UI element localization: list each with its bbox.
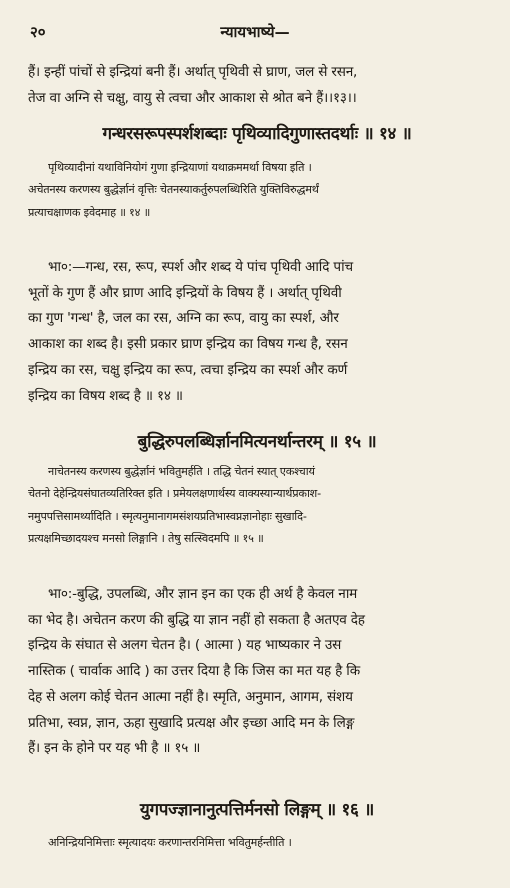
text-line: इन्द्रिय के संघात से अलग चेतन है। ( आत्मा ) यह भाष्यकार ने उस: [28, 637, 342, 654]
commentary-line: पृथिव्यादीनां यथाविनियोगं गुणा इन्द्रियाणां यथाक्रममर्था विषया इति ।: [48, 161, 312, 174]
text-line: हैं। इन के होने पर यह भी है ॥ १५ ॥: [28, 740, 201, 757]
bhasha-14: [28, 255, 486, 409]
text-line: इन्द्रिय का विषय शब्द है ॥ १४ ॥: [28, 387, 183, 404]
sutra-15: बुद्धिरुपलब्धिर्ज्ञानमित्यनर्थान्तरम् ॥ १५ ॥: [137, 432, 377, 452]
sutra-14: गन्धरसरूपस्पर्शशब्दाः पृथिव्यादिगुणास्तदर्थाः ॥ १४ ॥: [102, 124, 412, 144]
text-line: भूतों के गुण हैं और घ्राण आदि इन्द्रियों के विषय हैं । अर्थात् पृथिवी: [28, 284, 342, 301]
commentary-14: [28, 157, 486, 224]
bhasha-15: [28, 582, 486, 762]
running-title: न्यायभाष्ये—: [220, 23, 290, 41]
text-line: हैं। इन्हीं पांचों से इन्द्रियां बनी हैं। अर्थात् पृथिवी से घ्राण, जल से रसन,: [28, 64, 358, 80]
sutra-16: युगपज्ज्ञानानुत्पत्तिर्मनसो लिङ्गम् ॥ १६ ॥: [139, 800, 375, 820]
text-line: इन्द्रिय का रस, चक्षु इन्द्रिय का रूप, त्वचा इन्द्रिय का स्पर्श और कर्ण: [28, 361, 348, 378]
text-line: देह से अलग कोई चेतन आत्मा नहीं है। स्मृति, अनुमान, आगम, संशय: [28, 688, 353, 705]
page-header: [30, 22, 480, 44]
text-line: भा०:-बुद्धि, उपलब्धि, और ज्ञान इन का एक ही अर्थ है केवल नाम: [48, 586, 358, 602]
commentary-line: अचेतनस्य करणस्य बुद्धेर्ज्ञानं वृत्तिः चेतनस्याकर्तुरुपलब्धिरिति युक्तिविरुद्धमर्थं: [28, 183, 319, 197]
text-line: तेज वा अग्नि से चक्षु, वायु से त्वचा और आकाश से श्रोत बने हैं।।१३।।: [28, 89, 357, 106]
text-line: का भेद है। अचेतन करण की बुद्धि या ज्ञान नहीं हो सकता है अतएव देह: [28, 611, 365, 628]
intro-paragraph: [28, 60, 486, 111]
text-line: प्रतिभा, स्वप्न, ज्ञान, ऊहा सुखादि प्रत्यक्ष और इच्छा आदि मन के लिङ्ग: [28, 714, 355, 731]
commentary-line: नमुपपत्तिसामर्थ्यादिति । स्मृत्यनुमानागमसंशयप्रतिभास्वप्नज्ञानोहाः सुखादि-: [28, 509, 307, 523]
page-number: २०: [30, 23, 46, 41]
commentary-line: नाचेतनस्य करणस्य बुद्धेर्ज्ञानं भवितुमर्हति । तद्धि चेतनं स्यात् एकश्चायं: [48, 465, 315, 478]
commentary-line: प्रत्याचक्षाणक इवेदमाह ॥ १४ ॥: [28, 205, 151, 219]
text-line: भा०:—गन्ध, रस, रूप, स्पर्श और शब्द ये पांच पृथिवी आदि पांच: [48, 259, 353, 275]
commentary-15: [28, 461, 486, 550]
text-line: का गुण 'गन्ध' है, जल का रस, अग्नि का रूप, वायु का स्पर्श, और: [28, 310, 339, 327]
text-line: नास्तिक ( चार्वाक आदि ) का उत्तर दिया है कि जिस का मत यह है कि: [28, 663, 360, 680]
text-line: आकाश का शब्द है। इसी प्रकार घ्राण इन्द्रिय का विषय गन्ध है, रसन: [28, 336, 348, 353]
commentary-line: अनिन्द्रियनिमित्ताः स्मृत्यादयः करणान्तरनिमित्ता भवितुमर्हन्तीति ।: [48, 836, 292, 849]
commentary-line: प्रत्यक्षमिच्छादयश्च मनसो लिङ्गानि । तेषु सत्स्विदमपि ॥ १५ ॥: [28, 531, 264, 545]
commentary-16: [28, 832, 486, 854]
commentary-line: चेतनो देहेन्द्रियसंघातव्यतिरिक्त इति । प्रमेयलक्षणार्थस्य वाक्यस्यान्यार्थप्रकाश-: [28, 487, 321, 501]
